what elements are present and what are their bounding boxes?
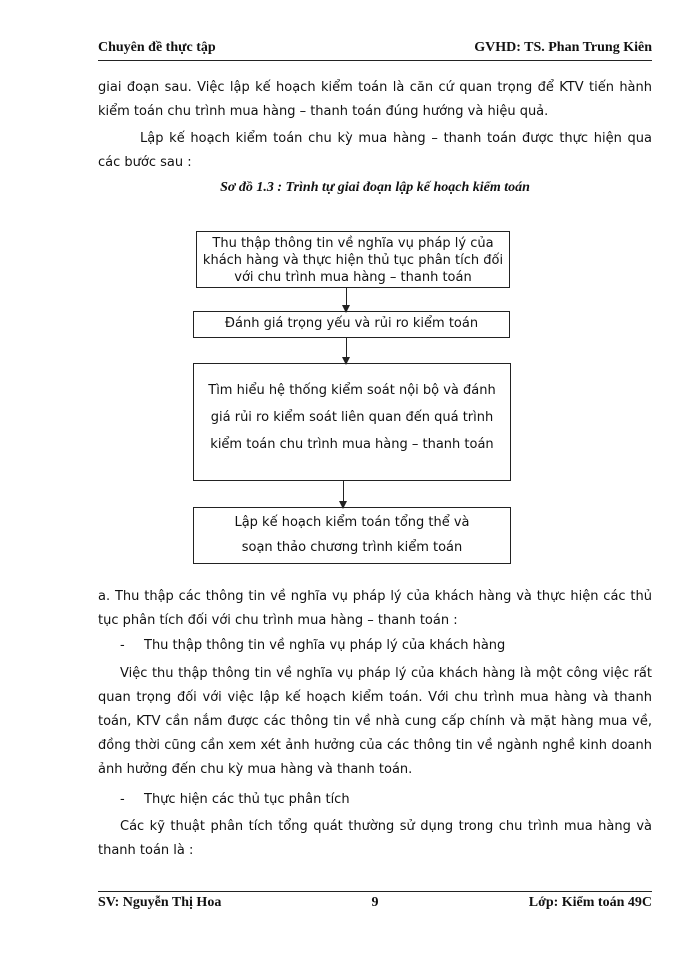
footer-class: Lớp: Kiểm toán 49C [528, 895, 652, 910]
flow-step-3: Tìm hiểu hệ thống kiểm soát nội bộ và đánh giá rủi ro kiểm soát liên quan đến quá trình kiểm toán chu trình mua hàng – thanh toán [193, 363, 511, 481]
flow-arrow-2 [346, 338, 347, 363]
intro-paragraph-1: giai đoạn sau. Việc lập kế hoạch kiểm toán là căn cứ quan trọng để KTV tiến hành kiểm toán chu trình mua hàng – thanh toán đúng hướng và hiệu quả. [98, 80, 652, 119]
page-number: 9 [371, 895, 379, 910]
flow-step-1: Thu thập thông tin về nghĩa vụ pháp lý của khách hàng và thực hiện thủ tục phân tích đối với chu trình mua hàng – thanh toán [196, 231, 510, 288]
section-a-heading: a. Thu thập các thông tin về nghĩa vụ pháp lý của khách hàng và thực hiện các thủ tục phân tích đối với chu trình mua hàng – thanh toán : [98, 589, 652, 628]
header-rule [98, 60, 652, 61]
diagram-title: Sơ đồ 1.3 : Trình tự giai đoạn lập kế hoạch kiểm toán [220, 180, 530, 195]
bullet-item-2 [120, 788, 620, 812]
intro-paragraph-2: Lập kế hoạch kiểm toán chu kỳ mua hàng – thanh toán được thực hiện qua các bước sau : [98, 131, 652, 170]
page-footer [98, 895, 652, 917]
flow-step-2: Đánh giá trọng yếu và rủi ro kiểm toán [193, 311, 510, 338]
flow-arrow-3 [343, 481, 344, 507]
bullet-text: Thu thập thông tin về nghĩa vụ pháp lý của khách hàng [144, 638, 506, 653]
flow-step-4: Lập kế hoạch kiểm toán tổng thể và soạn thảo chương trình kiểm toán [193, 507, 511, 564]
bullet-dash: - [120, 792, 125, 807]
footer-rule [98, 891, 652, 892]
header-supervisor: GVHD: TS. Phan Trung Kiên [474, 40, 652, 55]
body-paragraph-3: Việc thu thập thông tin về nghĩa vụ pháp lý của khách hàng là một công việc rất quan trọng đối với việc lập kế hoạch kiểm toán. Với chu trình mua hàng và thanh toán, KTV cần nắm được các thông tin về nhà cung cấp chính và mặt hàng mua về, đồng thời cũng cần xem xét ảnh hưởng của các thông tin về ngành nghề kinh doanh ảnh hưởng đến chu kỳ mua hàng và thanh toán. [98, 666, 652, 777]
bullet-dash: - [120, 638, 125, 653]
bullet-item-1 [120, 634, 620, 658]
flow-arrow-1 [346, 288, 347, 311]
body-paragraph-4: Các kỹ thuật phân tích tổng quát thường sử dụng trong chu trình mua hàng và thanh toán là : [98, 819, 652, 858]
bullet-text: Thực hiện các thủ tục phân tích [144, 792, 350, 807]
page-header [98, 40, 652, 62]
footer-student: SV: Nguyễn Thị Hoa [98, 895, 222, 910]
header-topic: Chuyên đề thực tập [98, 40, 216, 55]
